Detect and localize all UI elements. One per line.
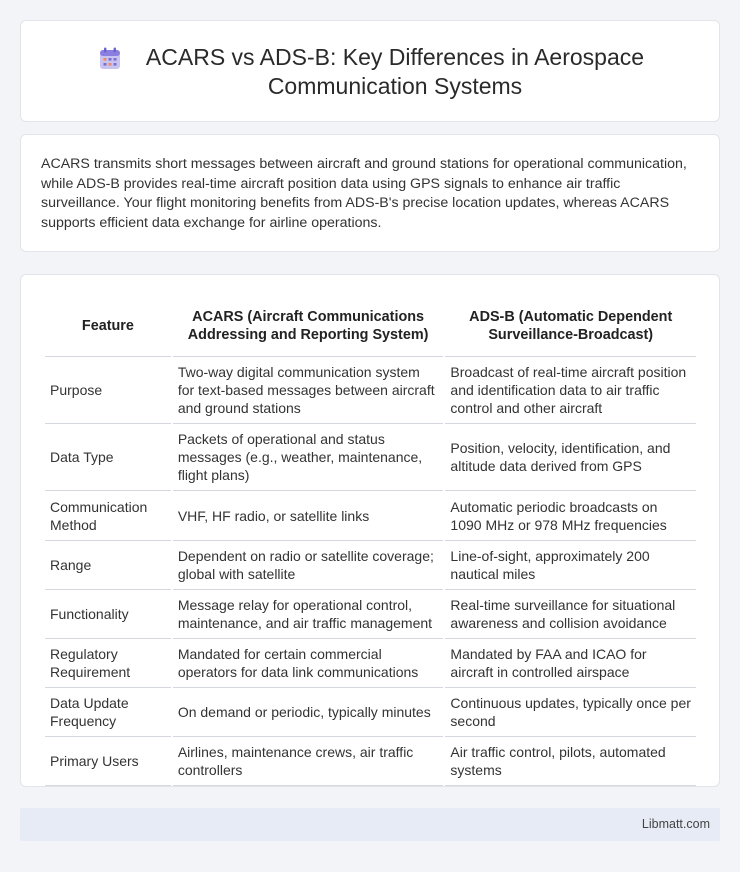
- table-row: [45, 737, 696, 786]
- footer-bar: [20, 808, 720, 841]
- feature-cell: Communication Method: [45, 491, 171, 541]
- acars-cell: Mandated for certain commercial operators for data link communications: [173, 639, 444, 688]
- footer-site-link[interactable]: Libmatt.com: [641, 817, 710, 831]
- title-card: [20, 20, 720, 122]
- adsb-cell: Continuous updates, typically once per second: [445, 688, 696, 737]
- header-adsb: ADS-B (Automatic Dependent Surveillance-Broadcast): [445, 295, 696, 357]
- acars-cell: On demand or periodic, typically minutes: [173, 688, 444, 737]
- table-header-row: [45, 295, 696, 357]
- feature-cell: Purpose: [45, 357, 171, 424]
- header-acars: ACARS (Aircraft Communications Addressing and Reporting System): [173, 295, 444, 357]
- comparison-table: [43, 295, 698, 786]
- table-row: [45, 357, 696, 424]
- intro-paragraph: ACARS transmits short messages between aircraft and ground stations for operational communication, while ADS-B provides real-time aircraft position data using GPS signals to enhance air traffic surveillance. Your flight monitoring benefits from ADS-B's precise location updates, whereas ACARS supports efficient data exchange for airline operations.: [41, 156, 687, 231]
- adsb-cell: Real-time surveillance for situational awareness and collision avoidance: [445, 590, 696, 639]
- table-row: [45, 590, 696, 639]
- adsb-cell: Automatic periodic broadcasts on 1090 MHz or 978 MHz frequencies: [445, 491, 696, 541]
- table-row: [45, 424, 696, 491]
- page-title: ACARS vs ADS-B: Key Differences in Aerospace Communication Systems: [145, 44, 645, 99]
- table-row: [45, 491, 696, 541]
- acars-cell: VHF, HF radio, or satellite links: [173, 491, 444, 541]
- adsb-cell: Mandated by FAA and ICAO for aircraft in controlled airspace: [445, 639, 696, 688]
- feature-cell: Range: [45, 541, 171, 590]
- adsb-cell: Air traffic control, pilots, automated systems: [445, 737, 696, 786]
- acars-cell: Message relay for operational control, maintenance, and air traffic management: [173, 590, 444, 639]
- table-row: [45, 639, 696, 688]
- adsb-cell: Position, velocity, identification, and altitude data derived from GPS: [445, 424, 696, 491]
- adsb-cell: Line-of-sight, approximately 200 nautical miles: [445, 541, 696, 590]
- feature-cell: Regulatory Requirement: [45, 639, 171, 688]
- feature-cell: Data Update Frequency: [45, 688, 171, 737]
- feature-cell: Data Type: [45, 424, 171, 491]
- acars-cell: Two-way digital communication system for text-based messages between aircraft and ground stations: [173, 357, 444, 424]
- header-feature: Feature: [45, 295, 171, 357]
- feature-cell: Primary Users: [45, 737, 171, 786]
- acars-cell: Dependent on radio or satellite coverage; global with satellite: [173, 541, 444, 590]
- acars-cell: Airlines, maintenance crews, air traffic controllers: [173, 737, 444, 786]
- adsb-cell: Broadcast of real-time aircraft position and identification data to air traffic control and other aircraft: [445, 357, 696, 424]
- table-row: [45, 541, 696, 590]
- intro-card: [20, 134, 720, 252]
- comparison-table-card: [20, 274, 720, 787]
- acars-cell: Packets of operational and status messages (e.g., weather, maintenance, flight plans): [173, 424, 444, 491]
- feature-cell: Functionality: [45, 590, 171, 639]
- table-row: [45, 688, 696, 737]
